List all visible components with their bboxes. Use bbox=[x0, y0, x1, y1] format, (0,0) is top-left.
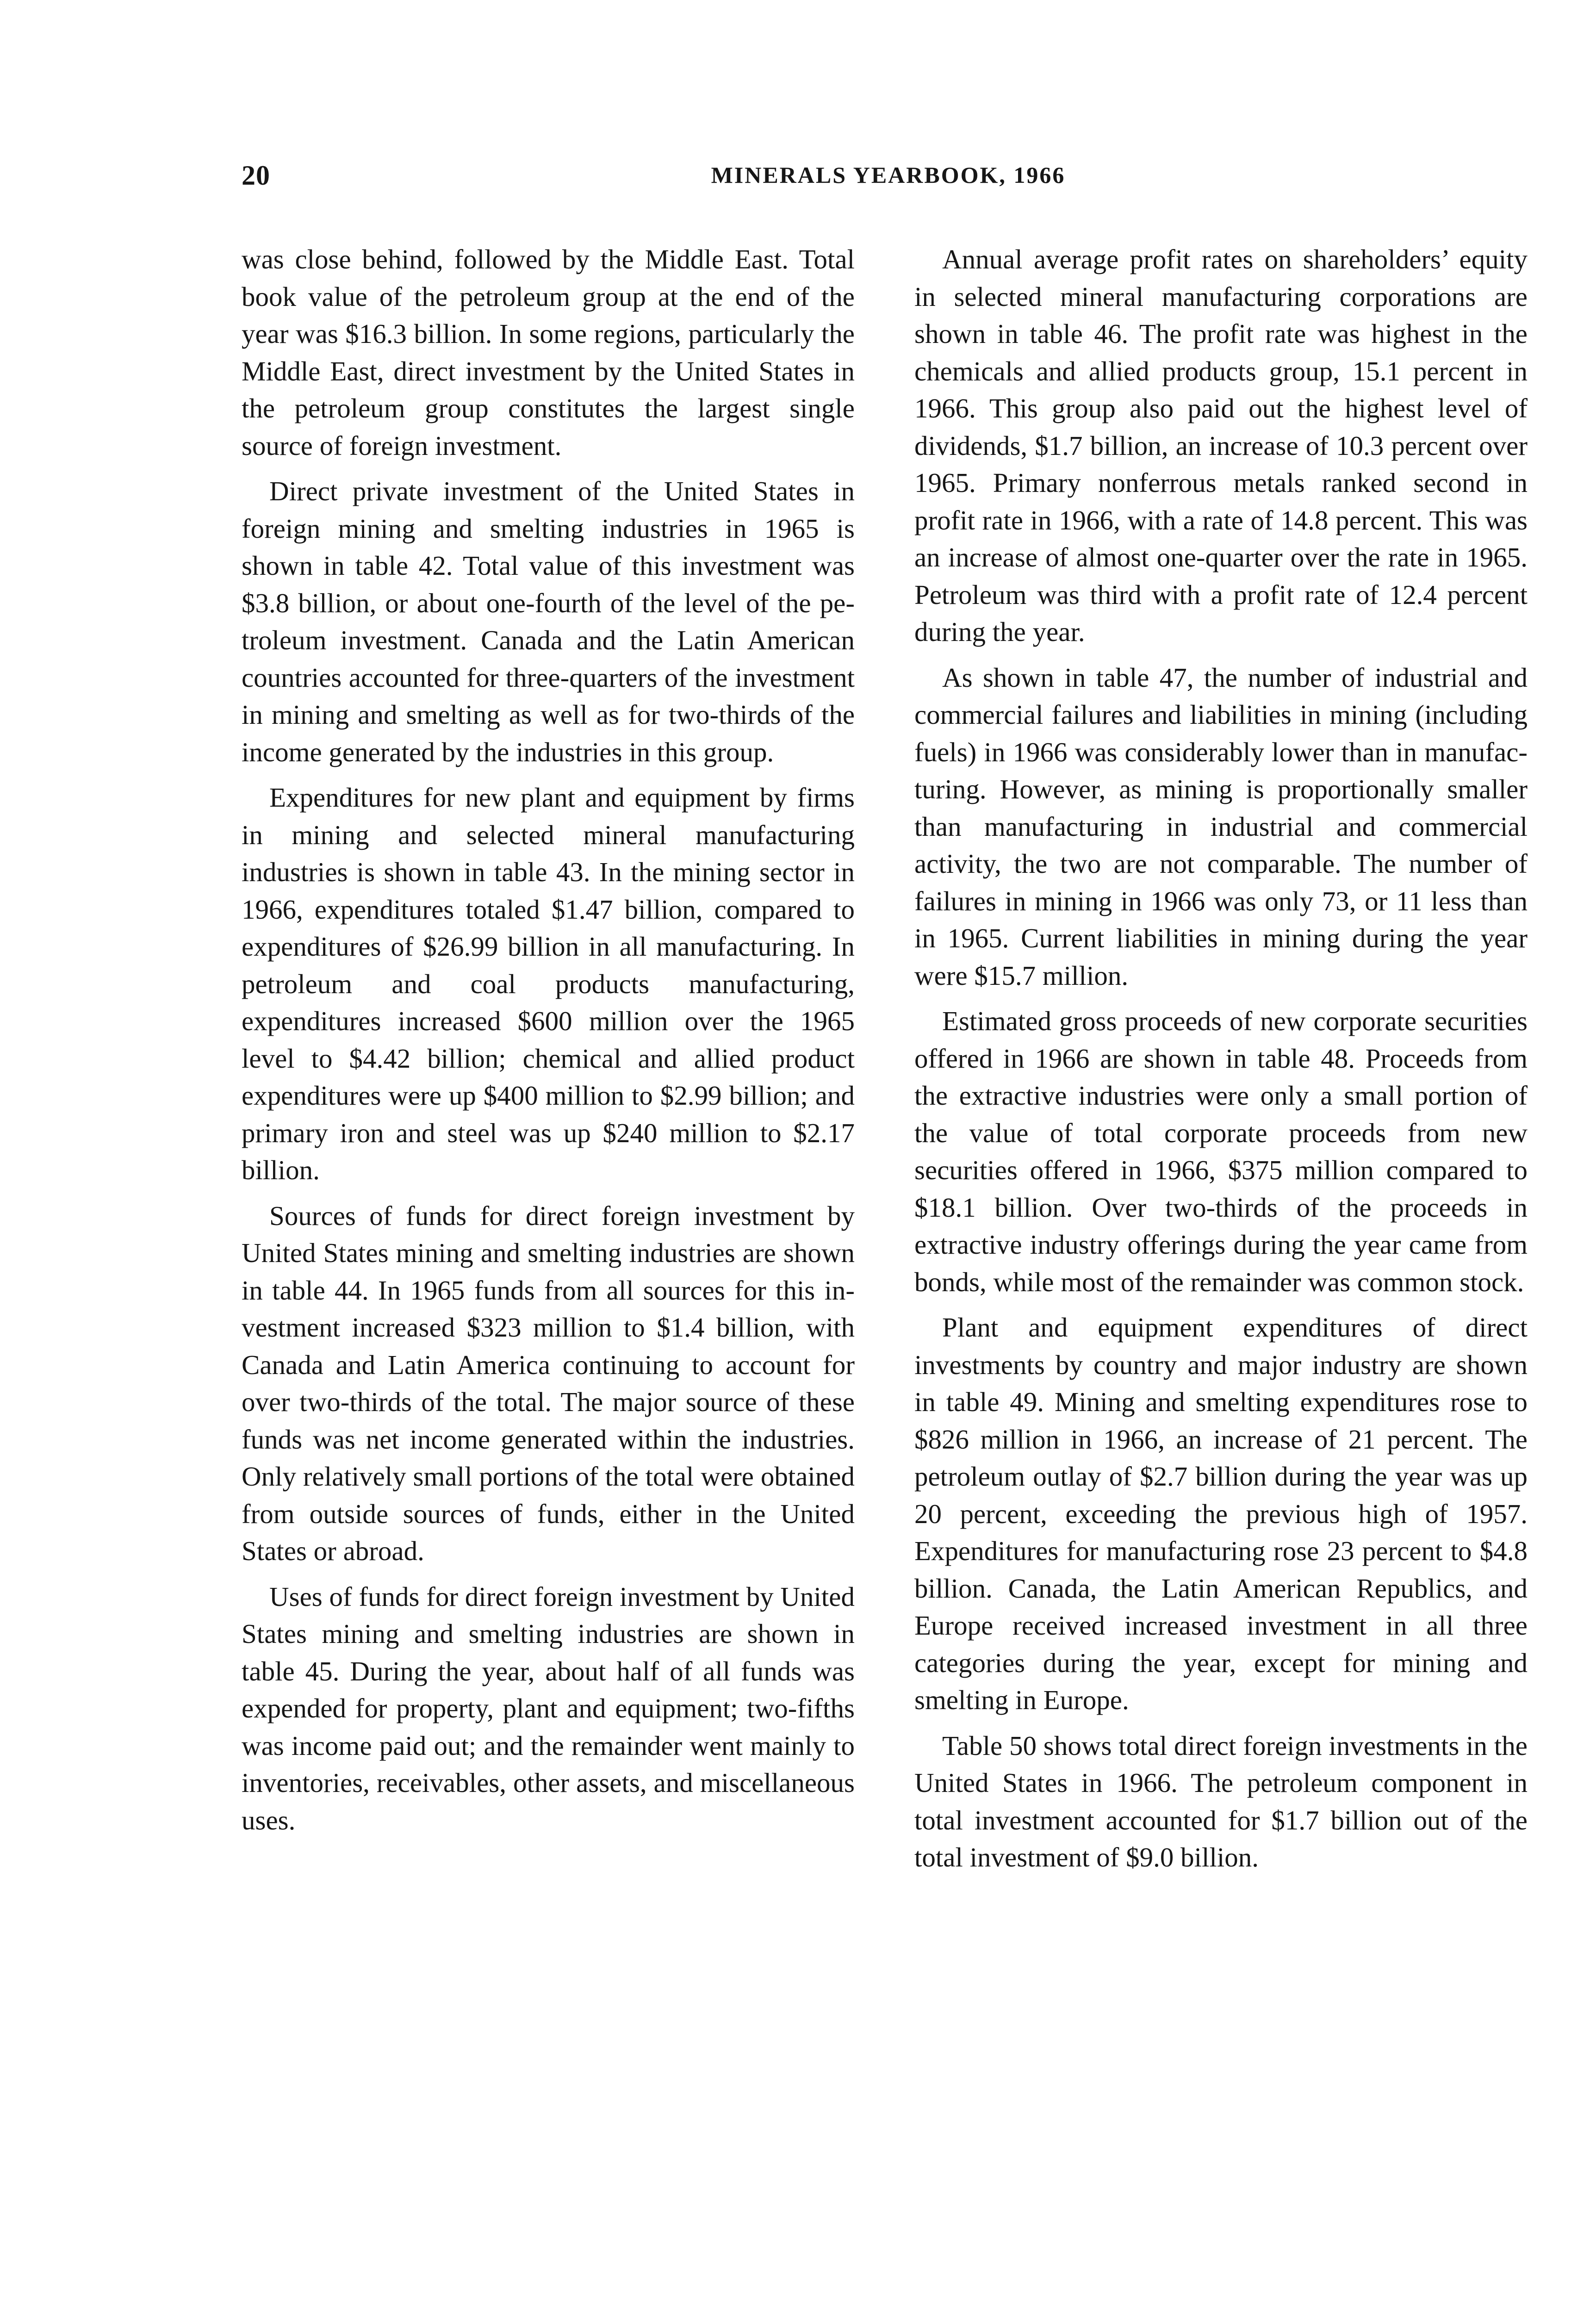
paragraph: Estimated gross proceeds of new corporate securities offered in 1966 are shown in table 48. Proceeds from the extractive industries were only a small portion of the value of total corporate proceeds from new securities offered in 1966, $375 million compared to $18.1 billion. Over two-thirds of the proceeds in extractive industry offerings during the year came from bonds, while most of the remainder was common stock. bbox=[914, 1006, 1528, 1297]
page-number: 20 bbox=[242, 160, 270, 191]
paragraph: Plant and equipment expenditures of direct investments by country and major industry are shown in table 49. Mining and smelting expenditures rose to $826 million in 1966, an increase of 21 percent. The petroleum outlay of $2.7 billion during the year was up 20 percent, exceeding the previous high of 1957. Expenditures for manufacturing rose 23 percent to $4.8 billion. Canada, the Latin American Republics, and Europe received increased investment in all three categories during the year, except for mining and smelting in Europe. bbox=[914, 1312, 1528, 1715]
paragraph: Table 50 shows total direct foreign investments in the United States in 1966. The petroleum component in total investment accounted for $1.7 billion out of the total investment of $9.0 billion. bbox=[914, 1730, 1528, 1872]
paragraph: was close behind, followed by the Middle East. Total book value of the petroleum group at the end of the year was $16.3 billion. In some regions, particularly the Middle East, direct investment by the United States in the petroleum group constitutes the largest single source of foreign investment. bbox=[242, 244, 855, 461]
left-column bbox=[242, 241, 855, 1847]
paragraph: Annual average profit rates on shareholders’ equity in selected mineral manufacturing corporations are shown in table 46. The profit rate was highest in the chemicals and allied products group, 15.1 percent in 1966. This group also paid out the highest level of dividends, $1.7 billion, an increase of 10.3 percent over 1965. Primary nonferrous metals ranked second in profit rate in 1966, with a rate of 14.8 percent. This was an increase of almost one-quarter over the rate in 1965. Petroleum was third with a profit rate of 12.4 percent during the year. bbox=[914, 244, 1528, 647]
paragraph: As shown in table 47, the number of industrial and commercial failures and liabilities in mining (including fuels) in 1966 was considerably lower than in manufacturing. However, as mining is proportionally smaller than manufacturing in industrial and commercial activity, the two are not comparable. The number of failures in mining in 1966 was only 73, or 11 less than in 1965. Current liabilities in mining during the year were $15.7 million. bbox=[914, 662, 1528, 991]
right-column bbox=[914, 241, 1528, 1885]
paragraph: Expenditures for new plant and equipment by firms in mining and selected mineral manufacturing industries is shown in table 43. In the mining sector in 1966, expenditures totaled $1.47 billion, compared to expenditures of $26.99 billion in all manufacturing. In petroleum and coal products manufacturing, expenditures increased $600 million over the 1965 level to $4.42 billion; chemical and allied product expenditures were up $400 million to $2.99 billion; and primary iron and steel was up $240 million to $2.17 billion. bbox=[242, 782, 855, 1185]
paragraph: Uses of funds for direct foreign investment by United States mining and smelting industries are shown in table 45. During the year, about half of all funds was expended for property, plant and equipment; two-fifths was income paid out; and the remainder went mainly to inventories, receivables, other assets, and miscellaneous uses. bbox=[242, 1581, 855, 1835]
paragraph: Direct private investment of the United States in foreign mining and smelting industries in 1965 is shown in table 42. Total value of this investment was $3.8 billion, or about one-fourth of the level of the petroleum investment. Canada and the Latin American countries accounted for three-quarters of the investment in mining and smelting as well as for two-thirds of the income generated by the industries in this group. bbox=[242, 476, 855, 767]
paragraph: Sources of funds for direct foreign investment by United States mining and smelting industries are shown in table 44. In 1965 funds from all sources for this investment increased $323 million to $1.4 billion, with Canada and Latin America continuing to account for over two-thirds of the total. The major source of these funds was net income generated within the industries. Only relatively small portions of the total were obtained from outside sources of funds, either in the United States or abroad. bbox=[242, 1200, 855, 1566]
page-header bbox=[242, 160, 1535, 197]
running-title: MINERALS YEARBOOK, 1966 bbox=[711, 162, 1066, 188]
